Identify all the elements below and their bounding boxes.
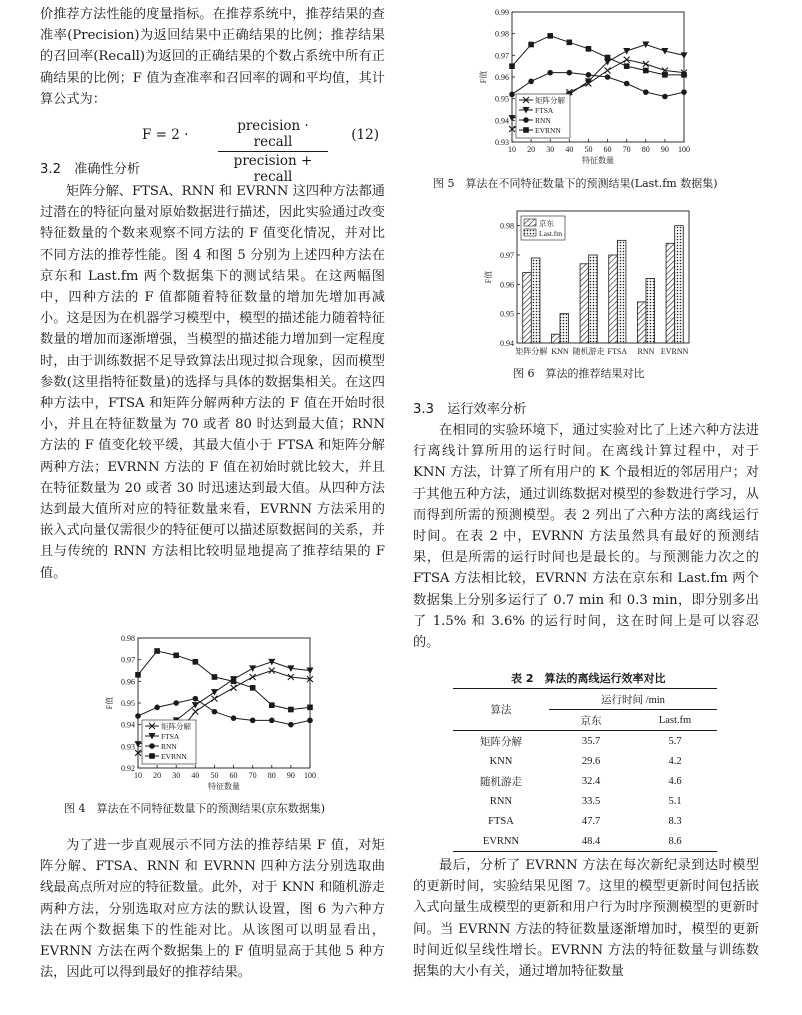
legend-label: FTSA <box>161 732 180 741</box>
legend-label: EVRNN <box>535 126 561 135</box>
data-point <box>642 42 649 49</box>
y-tick-label: 0.97 <box>121 655 135 665</box>
x-tick-label: 80 <box>641 145 650 154</box>
data-point <box>509 63 515 69</box>
bar-Last.fm <box>531 258 540 343</box>
x-tick-label: 30 <box>172 771 181 780</box>
legend-label: 京东 <box>539 219 554 228</box>
table-cell: 35.7 <box>581 735 601 747</box>
section-heading-accuracy: 3.2 准确性分析 <box>40 162 141 177</box>
data-point <box>605 55 611 61</box>
y-tick-label: 0.94 <box>500 339 514 348</box>
formula-numerator: precision · recall <box>218 118 328 152</box>
table2-header-jd: 京东 <box>580 715 602 727</box>
bar-Last.fm <box>560 314 569 343</box>
data-point <box>681 52 688 59</box>
data-point <box>288 722 294 728</box>
data-point <box>307 705 313 711</box>
data-point <box>212 674 218 680</box>
y-axis-label: F值 <box>479 70 488 84</box>
data-point <box>547 70 553 76</box>
x-tick-label: 30 <box>546 145 555 154</box>
y-tick-label: 0.98 <box>495 29 509 39</box>
data-point <box>643 89 649 95</box>
data-point <box>528 42 534 48</box>
x-category-label: EVRNN <box>660 347 689 356</box>
table-cell: 33.5 <box>581 795 601 807</box>
data-point <box>212 709 218 715</box>
legend-label: FTSA <box>535 106 554 115</box>
y-tick-label: 0.96 <box>500 280 514 290</box>
legend-label: 矩阵分解 <box>161 722 191 731</box>
bar-Last.fm <box>617 240 626 343</box>
y-tick-label: 0.96 <box>121 677 135 687</box>
bar-京东 <box>580 264 589 343</box>
x-tick-label: 40 <box>565 145 574 154</box>
closing-paragraph: 最后，分析了 EVRNN 方法在每次新纪录到达时模型的更新时间，实验结果见图 7。这里的模型更新时间包括嵌入式向量生成模型的更新和用户行为时序预测模型的更新时间。当 EVRNN 方法的特征数量逐渐增加时，模型的更新时间近似呈线性增长。EVRNN 方法的特征数量与训练数据集的大小有关，通过增加特征数量 <box>413 858 759 980</box>
data-point <box>269 718 275 724</box>
x-tick-label: 40 <box>191 771 200 780</box>
formula-fraction <box>218 118 328 185</box>
data-point <box>528 79 534 85</box>
data-point <box>605 74 611 80</box>
data-point <box>307 668 314 675</box>
data-point <box>231 685 237 691</box>
table-row <box>453 791 717 811</box>
y-tick-label: 0.96 <box>495 73 509 82</box>
data-point <box>135 672 141 678</box>
data-point <box>173 653 179 659</box>
table-cell: 29.6 <box>581 755 601 767</box>
table-cell: 47.7 <box>581 815 601 827</box>
table-cell: KNN <box>489 755 513 767</box>
data-point <box>681 72 687 78</box>
data-point <box>605 68 611 74</box>
bar-京东 <box>609 255 618 343</box>
y-tick-label: 0.95 <box>500 309 514 319</box>
data-point <box>624 81 630 87</box>
y-tick-label: 0.95 <box>495 94 509 104</box>
fig6-bar-chart <box>475 205 695 365</box>
y-tick-label: 0.98 <box>121 634 135 643</box>
data-point <box>154 648 160 654</box>
y-axis-label: F值 <box>484 270 493 284</box>
legend-label: RNN <box>535 116 551 125</box>
legend-marker <box>523 127 529 133</box>
data-point <box>547 33 553 39</box>
data-point <box>269 668 275 674</box>
table-row <box>453 811 717 831</box>
table-cell: 32.4 <box>581 775 601 787</box>
table-cell: 5.7 <box>668 735 682 747</box>
x-category-label: 矩阵分解 <box>515 347 548 356</box>
legend-marker <box>149 743 155 749</box>
formula-denominator: precision + recall <box>233 153 313 185</box>
table-cell: FTSA <box>488 815 514 827</box>
data-point <box>586 72 592 78</box>
bar-Last.fm <box>646 278 655 343</box>
legend-label: 矩阵分解 <box>535 96 565 105</box>
fig5-line-chart <box>470 4 700 174</box>
fig4-caption: 图 4 算法在不同特征数量下的预测结果(京东数据集) <box>64 802 326 815</box>
table2 <box>453 688 717 852</box>
x-category-label: 随机游走 <box>572 347 605 356</box>
x-axis-label: 特征数量 <box>208 782 240 791</box>
data-point <box>624 63 630 69</box>
fig4-line-chart <box>98 630 323 800</box>
data-point <box>249 665 256 672</box>
table2-header-lastfm: Last.fm <box>658 714 692 726</box>
data-point <box>193 659 199 665</box>
table2-header-runtime: 运行时间 /min <box>549 689 717 710</box>
x-axis-label: 特征数量 <box>582 156 614 165</box>
data-point <box>154 705 160 711</box>
table-row <box>453 771 717 791</box>
table-cell: EVRNN <box>482 835 520 847</box>
table-row <box>453 831 717 852</box>
y-tick-label: 0.93 <box>495 138 509 147</box>
fig6-caption: 图 6 算法的推荐结果对比 <box>513 367 645 380</box>
data-point <box>231 679 237 685</box>
legend-marker <box>523 117 529 123</box>
x-tick-label: 50 <box>210 771 219 780</box>
y-tick-label: 0.94 <box>495 116 509 126</box>
bar-京东 <box>523 273 532 343</box>
data-point <box>269 702 275 708</box>
data-point <box>211 696 217 702</box>
y-tick-label: 0.92 <box>121 764 135 773</box>
table2-header-method: 算法 <box>453 689 549 731</box>
data-point <box>623 48 630 55</box>
data-point <box>250 674 256 680</box>
x-tick-label: 90 <box>660 145 669 154</box>
table-cell: 8.6 <box>668 835 682 847</box>
series-line <box>512 73 684 97</box>
data-point <box>509 92 515 98</box>
accuracy-paragraph: 矩阵分解、FTSA、RNN 和 EVRNN 这四种方法都通过潜在的特征向量对原始数据进行描述，因此实验通过改变特征数量的个数来观察不同方法的 F 值变化情况，并对比不同方法的推荐性能。图 4 和图 5 分别为上述四种方法在京东和 Last.fm 两个数据集下的测试结果。在这两幅图中，四种方法的 F 值都随着特征数量的增加先增加再减小。这是因为在机器学习模型中，模型的描述能力随着特征数量的增加而逐渐增强，当模型的描述能力增加到一定程度时，由于训练数据不足导致算法出现过拟合现象，因而模型参数(这里指特征数量)的选择与具体的数据集相关。在这四种方法中，FTSA 和矩阵分解两种方法的 F 值在开始时很小，并且在特征数量为 70 或者 80 时达到最大值；RNN 方法的 F 值变化较平缓，其最大值小于 FTSA 和矩阵分解两种方法；EVRNN 方法的 F 值在初始时就比较大，并且在特征数量为 20 或者 30 时迅速达到最大值。从四种方法达到最大值所对应的特征数量来看，EVRNN 方法采用的嵌入式向量仅需很少的特征便可以描述原数据间的关系，并且与传统的 RNN 方法相比较明显地提高了推荐结果的 F 值。 <box>40 184 385 581</box>
data-point <box>586 46 592 52</box>
table-cell: 5.1 <box>668 795 682 807</box>
series-line <box>138 651 310 710</box>
table-cell: 48.4 <box>581 835 601 847</box>
x-category-label: KNN <box>551 347 569 356</box>
legend-label: Last.fm <box>539 229 563 238</box>
efficiency-paragraph: 在相同的实验环境下，通过实验对比了上述六种方法进行离线计算所用的运行时间。在离线计算过程中，对于 KNN 方法，计算了所有用户的 K 个最相近的邻居用户；对于其他五种方法，通过训练数据对模型的参数进行学习，从而得到所需的预测模型。表 2 列出了六种方法的离线运行时间。在表 2 中，EVRNN 方法虽然具有最好的预测结果，但是所需的运行时间也是最长的。与预测能力次之的 FTSA 方法相比较，EVRNN 方法在京东和 Last.fm 两个数据集上分别多运行了 0.7 min 和 0.3 min，即分别多出了 1.5% 和 3.6% 的运行时间，这在时间上是可以容忍的。 <box>413 423 759 651</box>
table-cell: RNN <box>489 795 513 807</box>
x-tick-label: 100 <box>678 145 690 154</box>
y-tick-label: 0.95 <box>121 699 135 708</box>
after-fig4-paragraph: 为了进一步直观展示不同方法的推荐结果 F 值，对矩阵分解、FTSA、RNN 和 EVRNN 四种方法分别选取曲线最高点所对应的特征数量。此外，对于 KNN 和随机游走两种方法，分别选取对应方法的默认设置，图 6 为六种方法在两个数据集下的性能对比。从该图可以明显看出，EVRNN 方法在两个数据集上的 F 值明显高于其他 5 种方法，因此可以得到最好的推荐结果。 <box>40 838 385 981</box>
legend-swatch <box>524 219 536 226</box>
bar-京东 <box>637 302 646 343</box>
table-cell: 4.6 <box>668 775 682 787</box>
legend-label: RNN <box>161 742 177 751</box>
data-point <box>307 718 313 724</box>
data-point <box>643 68 649 74</box>
x-tick-label: 20 <box>527 145 536 154</box>
x-tick-label: 50 <box>584 145 593 154</box>
data-point <box>288 707 294 713</box>
intro-paragraph: 价推荐方法性能的度量指标。在推荐系统中，推荐结果的查准率(Precision)为返回结果中正确结果的比例；推荐结果的召回率(Recall)为返回的正确结果的个数占系统中所有正确结果的比例；F 值为查准率和召回率的调和平均值，其计算公式为： <box>40 7 385 107</box>
data-point <box>268 659 275 666</box>
data-point <box>250 718 256 724</box>
x-category-label: RNN <box>637 347 655 356</box>
y-axis-label: F值 <box>105 696 114 710</box>
data-point <box>193 696 199 702</box>
data-point <box>662 94 668 100</box>
data-point <box>662 72 668 78</box>
data-point <box>567 70 573 76</box>
formula-lhs: F = 2 · <box>142 127 189 143</box>
x-tick-label: 90 <box>286 771 295 780</box>
x-tick-label: 100 <box>304 771 316 780</box>
data-point <box>135 713 141 719</box>
data-point <box>173 700 179 706</box>
x-tick-label: 70 <box>622 145 631 154</box>
table-cell: 矩阵分解 <box>480 736 522 748</box>
data-point <box>567 40 573 46</box>
formula-number: (12) <box>351 127 379 143</box>
section-heading-efficiency: 3.3 运行效率分析 <box>413 402 527 417</box>
fig5-caption: 图 5 算法在不同特征数量下的预测结果(Last.fm 数据集) <box>433 177 718 190</box>
data-point <box>211 689 218 696</box>
data-point <box>681 89 687 95</box>
x-tick-label: 80 <box>267 771 276 780</box>
data-point <box>250 685 256 691</box>
table2-title: 表 2 算法的离线运行效率对比 <box>511 672 666 685</box>
bar-Last.fm <box>675 226 684 343</box>
legend-swatch <box>524 229 536 236</box>
y-tick-label: 0.99 <box>495 8 509 17</box>
table-cell: 随机游走 <box>480 776 522 788</box>
x-tick-label: 60 <box>229 771 238 780</box>
y-tick-label: 0.97 <box>500 251 514 260</box>
x-tick-label: 20 <box>153 771 162 780</box>
data-point <box>192 709 198 715</box>
data-point <box>231 715 237 721</box>
x-tick-label: 60 <box>603 145 612 154</box>
y-tick-label: 0.97 <box>495 51 509 61</box>
table-row <box>453 731 717 752</box>
series-line <box>512 36 684 75</box>
bar-Last.fm <box>589 255 598 343</box>
series-EVRNN <box>135 648 313 712</box>
table-cell: 8.3 <box>668 815 682 827</box>
y-tick-label: 0.98 <box>500 221 514 231</box>
x-tick-label: 10 <box>134 771 142 780</box>
bar-京东 <box>666 243 675 343</box>
x-category-label: FTSA <box>607 347 628 356</box>
table-cell: 4.2 <box>668 755 682 767</box>
y-tick-label: 0.94 <box>121 720 135 730</box>
x-tick-label: 10 <box>508 145 516 154</box>
x-tick-label: 70 <box>248 771 257 780</box>
bar-京东 <box>551 334 560 343</box>
legend-marker <box>149 753 155 759</box>
y-tick-label: 0.93 <box>121 742 135 752</box>
legend-label: EVRNN <box>161 752 187 761</box>
table-row <box>453 751 717 771</box>
